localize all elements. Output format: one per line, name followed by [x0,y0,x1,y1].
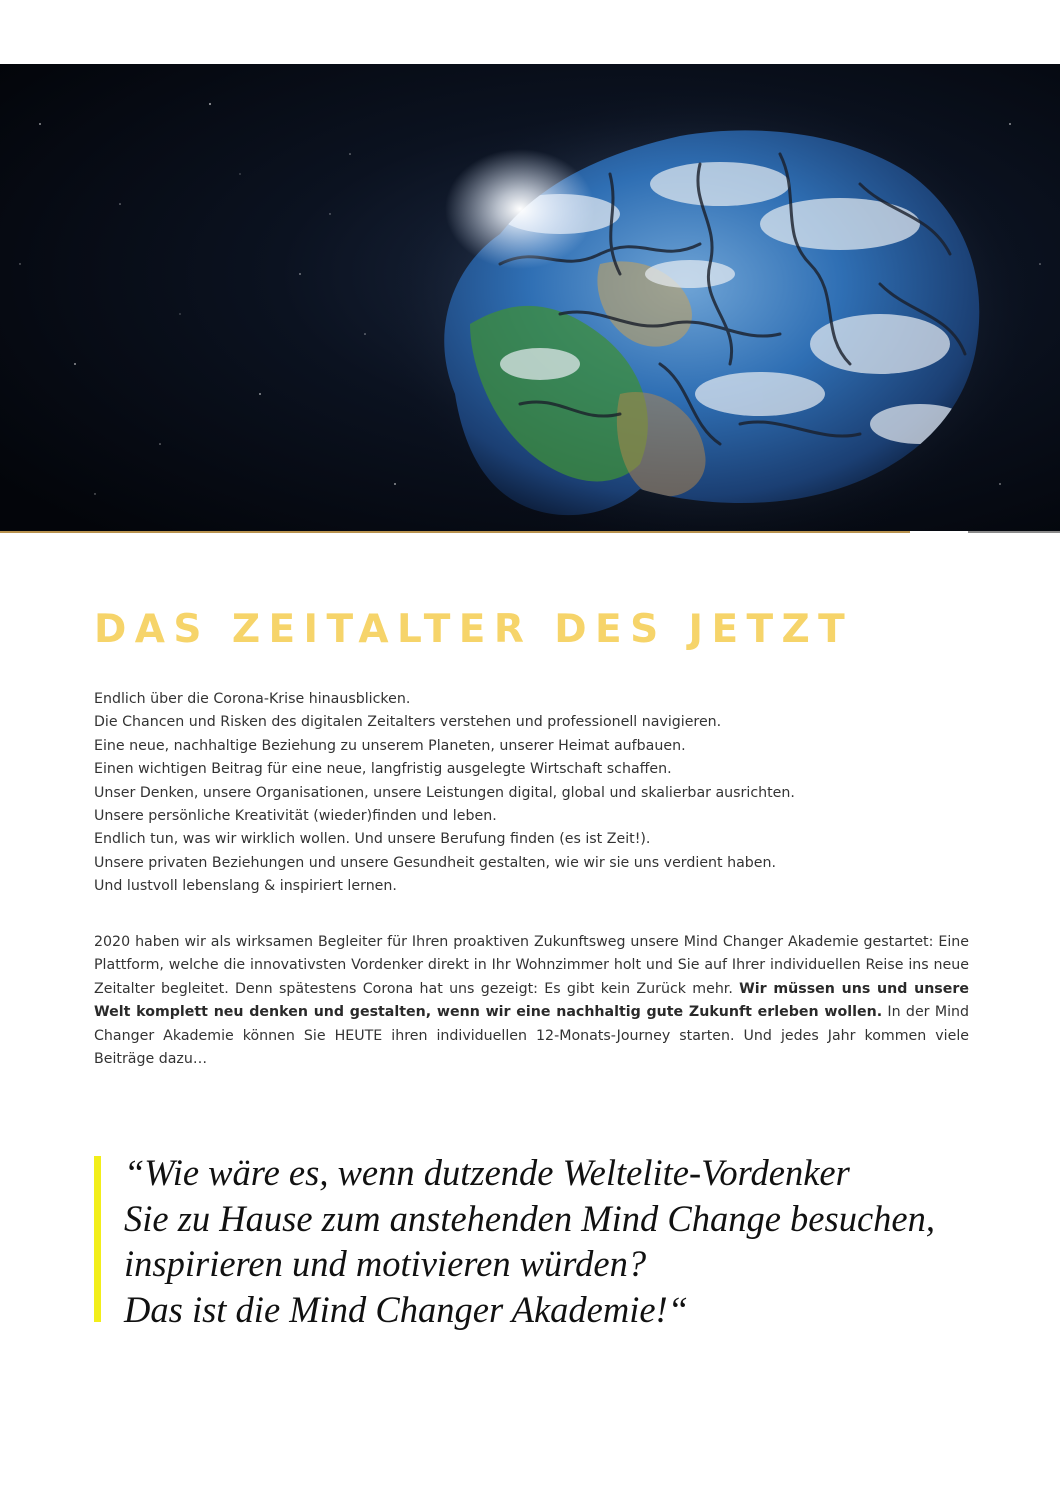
body-text-part2: In der Mind Changer Akademie können Sie HEUTE ihren individuellen 12-Monats-Journey starten. Und jedes Jahr kommen viele Beiträge dazu… [94,1004,970,1068]
intro-line: Die Chancen und Risken des digitalen Zeitalters verstehen und professionell navigieren. [94,714,722,731]
quote-accent-bar [94,1156,101,1322]
hero-image [0,64,1060,531]
hero-divider [0,531,910,533]
quote-line: “Wie wäre es, wenn dutzende Weltelite-Vordenker [124,1152,850,1193]
body-text-part1: 2020 haben wir als wirksamen Begleiter für Ihren proaktiven Zukunftsweg unsere Mind Changer Akademie gestartet: Eine Plattform, welche die innovativsten Vordenker direkt in Ihr Wohnzimmer holt und Sie auf Ihrer individuellen Reise ins neue Zeitalter begleitet. Denn spätestens Corona hat uns gezeigt: Es gibt kein Zurück mehr. [94,934,969,997]
quote-line: Das ist die Mind Changer Akademie!“ [124,1288,689,1330]
body-paragraph [94,931,969,1071]
body-text-bold: Wir müssen uns und unsere Welt komplett neu denken und gestalten, wenn wir eine nachhaltig gute Zukunft erleben wollen. [94,980,969,1021]
hero-divider-right [968,531,1060,533]
quote-line: Sie zu Hause zum anstehenden Mind Change besuchen, [124,1197,935,1239]
intro-line: Und lustvoll lebenslang & inspiriert lernen. [94,878,397,895]
intro-line: Unser Denken, unsere Organisationen, unsere Leistungen digital, global und skalierbar ausrichten. [94,784,795,801]
intro-line: Einen wichtigen Beitrag für eine neue, langfristig ausgelegte Wirtschaft schaffen. [94,761,672,778]
light-flare [445,149,595,269]
intro-line: Endlich tun, was wir wirklich wollen. Und unsere Berufung finden (es ist Zeit!). [94,831,651,848]
earth-brain-illustration [0,64,1060,531]
intro-line: Unsere persönliche Kreativität (wieder)finden und leben. [94,808,497,825]
page-title: DAS ZEITALTER DES JETZT [94,607,854,652]
pull-quote [124,1150,1024,1332]
intro-line: Endlich über die Corona-Krise hinausblicken. [94,691,411,707]
quote-line: inspirieren und motivieren würden? [124,1243,647,1284]
intro-list [94,688,969,899]
intro-line: Unsere privaten Beziehungen und unsere Gesundheit gestalten, wie wir sie uns verdient haben. [94,854,777,871]
intro-line: Eine neue, nachhaltige Beziehung zu unserem Planeten, unserer Heimat aufbauen. [94,737,686,754]
